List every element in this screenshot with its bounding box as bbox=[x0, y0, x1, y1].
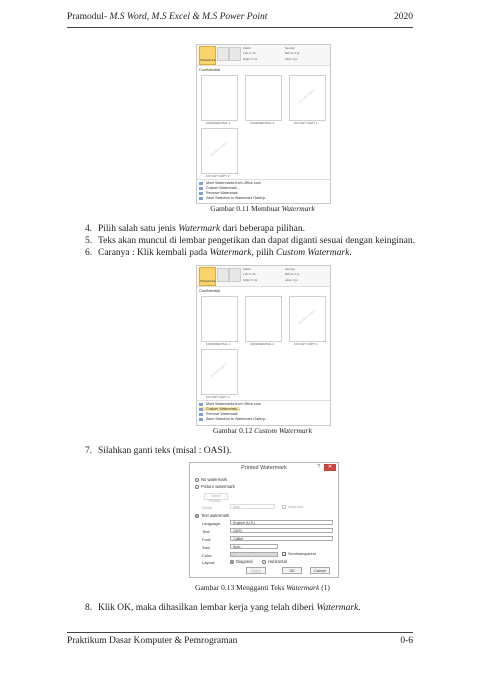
menu-item-remove[interactable]: Remove Watermark bbox=[199, 412, 238, 416]
thumb-caption: DO NOT COPY 2 bbox=[206, 395, 230, 399]
watermark-thumb[interactable]: DO NOT COPY bbox=[201, 128, 238, 174]
header-year: 2020 bbox=[394, 12, 413, 22]
picture-watermark-radio[interactable]: Picture watermark bbox=[195, 484, 235, 489]
watermark-thumb[interactable]: DO NOT COPY bbox=[289, 75, 326, 121]
watermark-thumb[interactable]: DO NOT COPY bbox=[289, 296, 326, 342]
cancel-button[interactable]: Cancel bbox=[310, 567, 330, 574]
size-label: Size: bbox=[202, 545, 211, 550]
caption-1: Gambar 0.11 Membuat Watermark bbox=[210, 204, 315, 213]
watermark-icon[interactable]: Watermark bbox=[199, 46, 216, 65]
watermark-icon[interactable]: Watermark bbox=[199, 267, 216, 286]
text-field[interactable]: OASI bbox=[230, 528, 333, 533]
watermark-thumb[interactable] bbox=[201, 296, 238, 342]
remove-icon bbox=[199, 192, 203, 195]
ok-button[interactable]: OK bbox=[282, 567, 302, 574]
office-icon bbox=[199, 182, 203, 185]
menu-item-custom[interactable]: Custom Watermark... bbox=[199, 186, 240, 190]
indent-right: Right: 0 cm bbox=[243, 278, 258, 282]
horizontal-radio[interactable]: Horizontal bbox=[262, 559, 287, 564]
caption-3: Gambar 0.13 Mengganti Teks Watermark (1) bbox=[195, 583, 330, 592]
spacing-before: Before: 0 pt bbox=[285, 51, 300, 55]
thumb-caption: CONFIDENTIAL 2 bbox=[249, 121, 275, 125]
indent-right: Right: 0 cm bbox=[243, 57, 258, 61]
save-icon bbox=[199, 197, 203, 200]
menu-item-more[interactable]: More Watermarks from Office.com bbox=[199, 402, 261, 406]
spacing-after: After: 0 pt bbox=[285, 278, 298, 282]
washout-checkbox[interactable]: ✓ Washout bbox=[283, 505, 303, 510]
indent-left: Left: 0 cm bbox=[243, 272, 256, 276]
step-6: 6. Caranya : Klik kembali pada Watermark, pilih Custom Watermark. bbox=[85, 248, 352, 258]
scale-field[interactable]: Auto bbox=[230, 504, 275, 509]
printed-watermark-dialog bbox=[189, 462, 339, 578]
footer-rule bbox=[67, 632, 413, 633]
watermark-gallery-screenshot-2 bbox=[196, 265, 331, 426]
page-color-icon[interactable] bbox=[217, 268, 229, 282]
apply-button[interactable]: Apply bbox=[246, 567, 266, 574]
layout-label: Layout: bbox=[202, 560, 216, 565]
gallery-section: Confidential bbox=[199, 288, 221, 293]
menu-divider bbox=[197, 179, 330, 180]
help-icon[interactable]: ? bbox=[317, 464, 320, 470]
step-8: 8. Klik OK, maka dihasilkan lembar kerja yang telah diberi Watermark. bbox=[85, 603, 361, 613]
footer-title: Praktikum Dasar Komputer & Pemrograman bbox=[67, 636, 238, 646]
menu-divider bbox=[197, 400, 330, 401]
watermark-thumb[interactable]: DO NOT COPY bbox=[201, 349, 238, 395]
office-icon bbox=[199, 403, 203, 406]
header-rule bbox=[67, 27, 413, 28]
page-header bbox=[67, 12, 413, 26]
menu-item-save[interactable]: Save Selection to Watermark Gallery... bbox=[199, 417, 268, 421]
font-label: Font: bbox=[202, 537, 212, 542]
header-title: Pramodul- M.S Word, M.S Excel & M.S Power Point bbox=[67, 12, 268, 22]
menu-item-custom[interactable]: Custom Watermark... bbox=[199, 407, 240, 411]
gallery-section: Confidential bbox=[199, 67, 221, 72]
remove-icon bbox=[199, 413, 203, 416]
spacing-after: After: 0 pt bbox=[285, 57, 298, 61]
page-number: 0-6 bbox=[400, 636, 413, 646]
no-watermark-radio[interactable]: No watermark bbox=[195, 477, 227, 482]
thumb-caption: CONFIDENTIAL 2 bbox=[249, 342, 275, 346]
thumb-caption: DO NOT COPY 1 bbox=[294, 121, 318, 125]
watermark-gallery-screenshot-1 bbox=[196, 44, 331, 204]
watermark-thumb[interactable] bbox=[245, 75, 282, 121]
watermark-icon bbox=[199, 187, 203, 190]
language-field[interactable]: English (U.S.) bbox=[230, 520, 333, 525]
watermark-thumb[interactable] bbox=[245, 296, 282, 342]
spacing-label: Spacing bbox=[285, 267, 295, 271]
color-label: Color: bbox=[202, 553, 213, 558]
page-borders-icon[interactable] bbox=[229, 47, 241, 61]
menu-item-remove[interactable]: Remove Watermark bbox=[199, 191, 238, 195]
indent-left: Left: 0 cm bbox=[243, 51, 256, 55]
language-label: Language: bbox=[202, 521, 221, 526]
spacing-label: Spacing bbox=[285, 46, 295, 50]
step-7: 7. Silahkan ganti teks (misal : OASI). bbox=[85, 446, 232, 456]
page-color-icon[interactable] bbox=[217, 47, 229, 61]
menu-item-save[interactable]: Save Selection to Watermark Gallery... bbox=[199, 196, 268, 200]
indent-label: Indent bbox=[243, 267, 251, 271]
caption-2: Gambar 0.12 Custom Watermark bbox=[213, 426, 312, 435]
size-field[interactable]: Auto bbox=[230, 544, 278, 549]
close-icon[interactable]: ✕ bbox=[324, 464, 336, 471]
watermark-thumb[interactable] bbox=[201, 75, 238, 121]
color-field[interactable] bbox=[230, 552, 278, 557]
thumb-caption: CONFIDENTIAL 1 bbox=[205, 121, 231, 125]
font-field[interactable]: Calibri bbox=[230, 536, 333, 541]
page-footer bbox=[67, 636, 413, 646]
select-picture-button[interactable]: Select Picture... bbox=[204, 493, 228, 500]
watermark-icon bbox=[199, 408, 203, 411]
save-icon bbox=[199, 418, 203, 421]
step-4: 4. Pilih salah satu jenis Watermark dari beberapa pilihan. bbox=[85, 224, 306, 234]
semitransparent-checkbox[interactable]: ✓ Semitransparent bbox=[283, 552, 316, 557]
ribbon bbox=[197, 266, 330, 287]
step-5: 5. Teks akan muncul di lembar pengetikan dan dapat diganti sesuai dengan keinginan. bbox=[85, 236, 415, 246]
thumb-caption: DO NOT COPY 2 bbox=[206, 174, 230, 178]
scale-label: Scale: bbox=[202, 505, 214, 510]
text-watermark-radio[interactable]: Text watermark bbox=[195, 513, 229, 518]
spacing-before: Before: 0 pt bbox=[285, 272, 300, 276]
diagonal-radio[interactable]: Diagonal bbox=[230, 559, 253, 564]
ribbon bbox=[197, 45, 330, 66]
page-borders-icon[interactable] bbox=[229, 268, 241, 282]
dialog-title: Printed Watermark bbox=[241, 465, 287, 471]
indent-label: Indent bbox=[243, 46, 251, 50]
menu-item-more[interactable]: More Watermarks from Office.com bbox=[199, 181, 261, 185]
thumb-caption: DO NOT COPY 1 bbox=[294, 342, 318, 346]
thumb-caption: CONFIDENTIAL 1 bbox=[205, 342, 231, 346]
text-label: Text: bbox=[202, 529, 211, 534]
